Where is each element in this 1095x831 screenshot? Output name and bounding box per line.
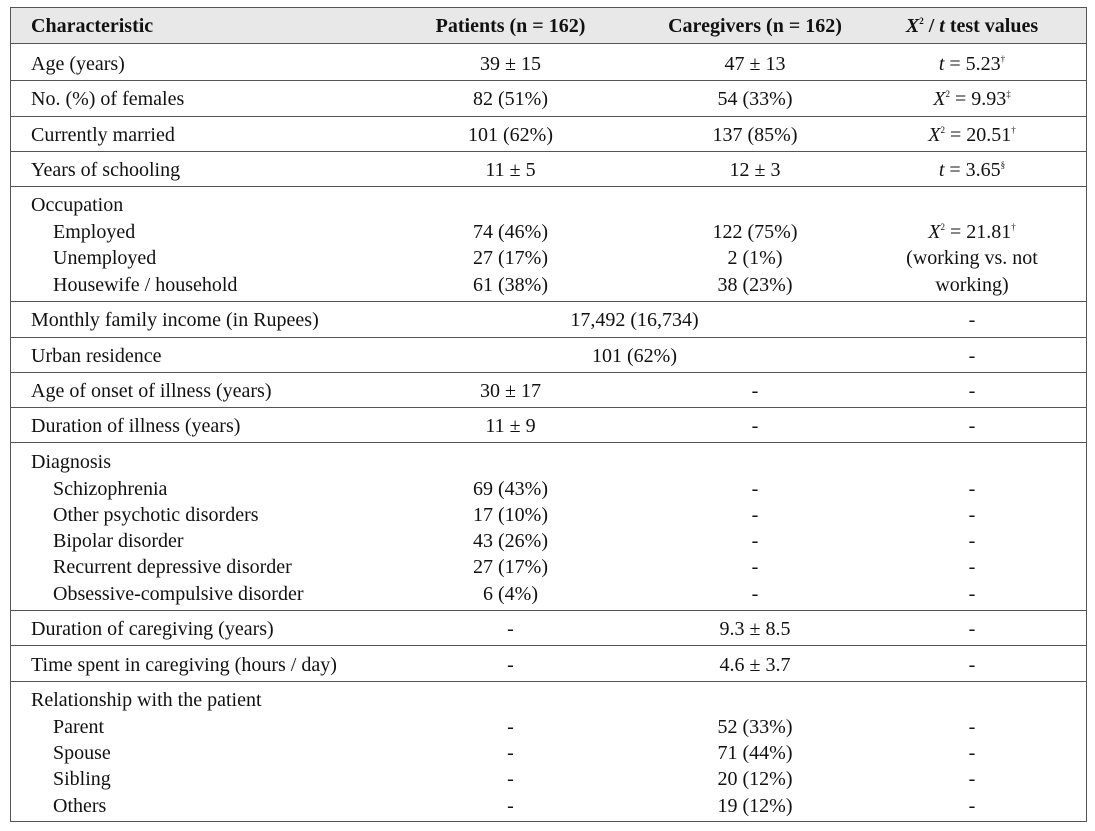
cell-females-test: $X^2 = 9.93^\ddagger$ bbox=[933, 88, 1011, 110]
row-divider bbox=[11, 645, 1086, 646]
row-label-bipolar: Bipolar disorder bbox=[53, 530, 184, 552]
row-divider bbox=[11, 407, 1086, 408]
row-label-ocd: Obsessive-compulsive disorder bbox=[53, 583, 304, 605]
cell-urban-combined: 101 (62%) bbox=[592, 345, 677, 367]
row-label-unemployed: Unemployed bbox=[53, 247, 157, 269]
cell-duration-patients: 11 ± 9 bbox=[485, 415, 536, 437]
row-divider bbox=[11, 681, 1086, 682]
cell-other-psychotic-patients: 17 (10%) bbox=[473, 504, 548, 526]
row-label-parent: Parent bbox=[53, 716, 105, 738]
cell-spouse-patients: - bbox=[507, 742, 514, 764]
cell-bipolar-caregivers: - bbox=[751, 530, 759, 552]
row-label-diagnosis: Diagnosis bbox=[31, 451, 111, 473]
cell-unemployed-caregivers: 2 (1%) bbox=[727, 247, 783, 269]
cell-ocd-patients: 6 (4%) bbox=[483, 583, 538, 605]
cell-schizophrenia-patients: 69 (43%) bbox=[473, 478, 548, 500]
cell-employed-caregivers: 122 (75%) bbox=[712, 221, 798, 243]
row-label-employed: Employed bbox=[53, 221, 136, 243]
row-label-recurrent-depressive: Recurrent depressive disorder bbox=[53, 556, 292, 578]
row-label-schizophrenia: Schizophrenia bbox=[53, 478, 168, 500]
cell-parent-test: - bbox=[968, 716, 976, 738]
cell-age-patients: 39 ± 15 bbox=[480, 53, 541, 75]
cell-other-psychotic-test: - bbox=[968, 504, 976, 526]
row-label-occupation: Occupation bbox=[31, 194, 124, 216]
cell-occupation-note-1: (working vs. not bbox=[906, 247, 1038, 269]
cell-ocd-caregivers: - bbox=[751, 583, 759, 605]
header-test-values: $X^2$ / t test values bbox=[905, 15, 1039, 37]
cell-others-caregivers: 19 (12%) bbox=[717, 795, 793, 817]
row-divider bbox=[11, 337, 1086, 338]
cell-sibling-test: - bbox=[968, 768, 976, 790]
row-label-others: Others bbox=[53, 795, 107, 817]
row-divider bbox=[11, 186, 1086, 187]
cell-onset-patients: 30 ± 17 bbox=[480, 380, 541, 402]
cell-caregiving-duration-test: - bbox=[968, 618, 976, 640]
row-divider bbox=[11, 151, 1086, 152]
cell-schooling-patients: 11 ± 5 bbox=[485, 159, 536, 181]
cell-housewife-patients: 61 (38%) bbox=[473, 274, 548, 296]
cell-occupation-test: $X^2 = 21.81^\dagger$ bbox=[928, 221, 1016, 243]
row-label-sibling: Sibling bbox=[53, 768, 111, 790]
cell-ocd-test: - bbox=[968, 583, 976, 605]
row-label-age: Age (years) bbox=[31, 53, 125, 75]
cell-employed-patients: 74 (46%) bbox=[473, 221, 548, 243]
cell-caregiving-time-patients: - bbox=[507, 654, 514, 676]
cell-bipolar-patients: 43 (26%) bbox=[473, 530, 548, 552]
header-caregivers: Caregivers (n = 162) bbox=[668, 15, 842, 37]
cell-occupation-note-2: working) bbox=[935, 274, 1009, 296]
header-patients: Patients (n = 162) bbox=[435, 15, 586, 37]
cell-housewife-caregivers: 38 (23%) bbox=[717, 274, 793, 296]
cell-females-patients: 82 (51%) bbox=[473, 88, 548, 110]
cell-parent-caregivers: 52 (33%) bbox=[717, 716, 793, 738]
row-divider bbox=[11, 301, 1086, 302]
cell-parent-patients: - bbox=[507, 716, 514, 738]
cell-duration-test: - bbox=[968, 415, 976, 437]
cell-bipolar-test: - bbox=[968, 530, 976, 552]
cell-recurrent-depressive-test: - bbox=[968, 556, 976, 578]
cell-married-patients: 101 (62%) bbox=[468, 124, 553, 146]
cell-caregiving-duration-caregivers: 9.3 ± 8.5 bbox=[719, 618, 791, 640]
cell-caregiving-duration-patients: - bbox=[507, 618, 514, 640]
cell-schooling-test: t = 3.65§ bbox=[938, 159, 1006, 181]
row-divider bbox=[11, 116, 1086, 117]
cell-unemployed-patients: 27 (17%) bbox=[473, 247, 548, 269]
cell-duration-caregivers: - bbox=[751, 415, 759, 437]
cell-schizophrenia-caregivers: - bbox=[751, 478, 759, 500]
row-divider bbox=[11, 372, 1086, 373]
cell-others-test: - bbox=[968, 795, 976, 817]
cell-age-caregivers: 47 ± 13 bbox=[724, 53, 786, 75]
header-characteristic: Characteristic bbox=[31, 15, 154, 37]
row-divider bbox=[11, 80, 1086, 81]
cell-schizophrenia-test: - bbox=[968, 478, 976, 500]
cell-sibling-patients: - bbox=[507, 768, 514, 790]
cell-married-caregivers: 137 (85%) bbox=[712, 124, 798, 146]
cell-income-combined: 17,492 (16,734) bbox=[570, 309, 699, 331]
row-label-married: Currently married bbox=[31, 124, 175, 146]
row-label-onset: Age of onset of illness (years) bbox=[31, 380, 272, 402]
cell-schooling-caregivers: 12 ± 3 bbox=[729, 159, 781, 181]
cell-recurrent-depressive-caregivers: - bbox=[751, 556, 759, 578]
cell-married-test: $X^2 = 20.51^\dagger$ bbox=[928, 124, 1016, 146]
demographics-table bbox=[10, 7, 1087, 822]
row-label-caregiving-time: Time spent in caregiving (hours / day) bbox=[31, 654, 337, 676]
row-label-schooling: Years of schooling bbox=[31, 159, 181, 181]
cell-income-test: - bbox=[968, 309, 976, 331]
row-label-caregiving-duration: Duration of caregiving (years) bbox=[31, 618, 274, 640]
row-divider bbox=[11, 610, 1086, 611]
cell-others-patients: - bbox=[507, 795, 514, 817]
cell-onset-test: - bbox=[968, 380, 976, 402]
row-label-other-psychotic: Other psychotic disorders bbox=[53, 504, 259, 526]
cell-females-caregivers: 54 (33%) bbox=[717, 88, 793, 110]
row-label-duration: Duration of illness (years) bbox=[31, 415, 241, 437]
cell-urban-test: - bbox=[968, 345, 976, 367]
cell-recurrent-depressive-patients: 27 (17%) bbox=[473, 556, 548, 578]
row-label-income: Monthly family income (in Rupees) bbox=[31, 309, 319, 331]
row-label-housewife: Housewife / household bbox=[53, 274, 238, 296]
cell-onset-caregivers: - bbox=[751, 380, 759, 402]
cell-caregiving-time-caregivers: 4.6 ± 3.7 bbox=[719, 654, 791, 676]
cell-spouse-caregivers: 71 (44%) bbox=[717, 742, 793, 764]
row-label-relationship: Relationship with the patient bbox=[31, 689, 262, 711]
row-label-spouse: Spouse bbox=[53, 742, 111, 764]
row-label-urban: Urban residence bbox=[31, 345, 162, 367]
cell-spouse-test: - bbox=[968, 742, 976, 764]
cell-other-psychotic-caregivers: - bbox=[751, 504, 759, 526]
cell-caregiving-time-test: - bbox=[968, 654, 976, 676]
cell-sibling-caregivers: 20 (12%) bbox=[717, 768, 793, 790]
row-label-females: No. (%) of females bbox=[31, 88, 185, 110]
row-divider bbox=[11, 442, 1086, 443]
cell-age-test: t = 5.23† bbox=[938, 53, 1006, 75]
